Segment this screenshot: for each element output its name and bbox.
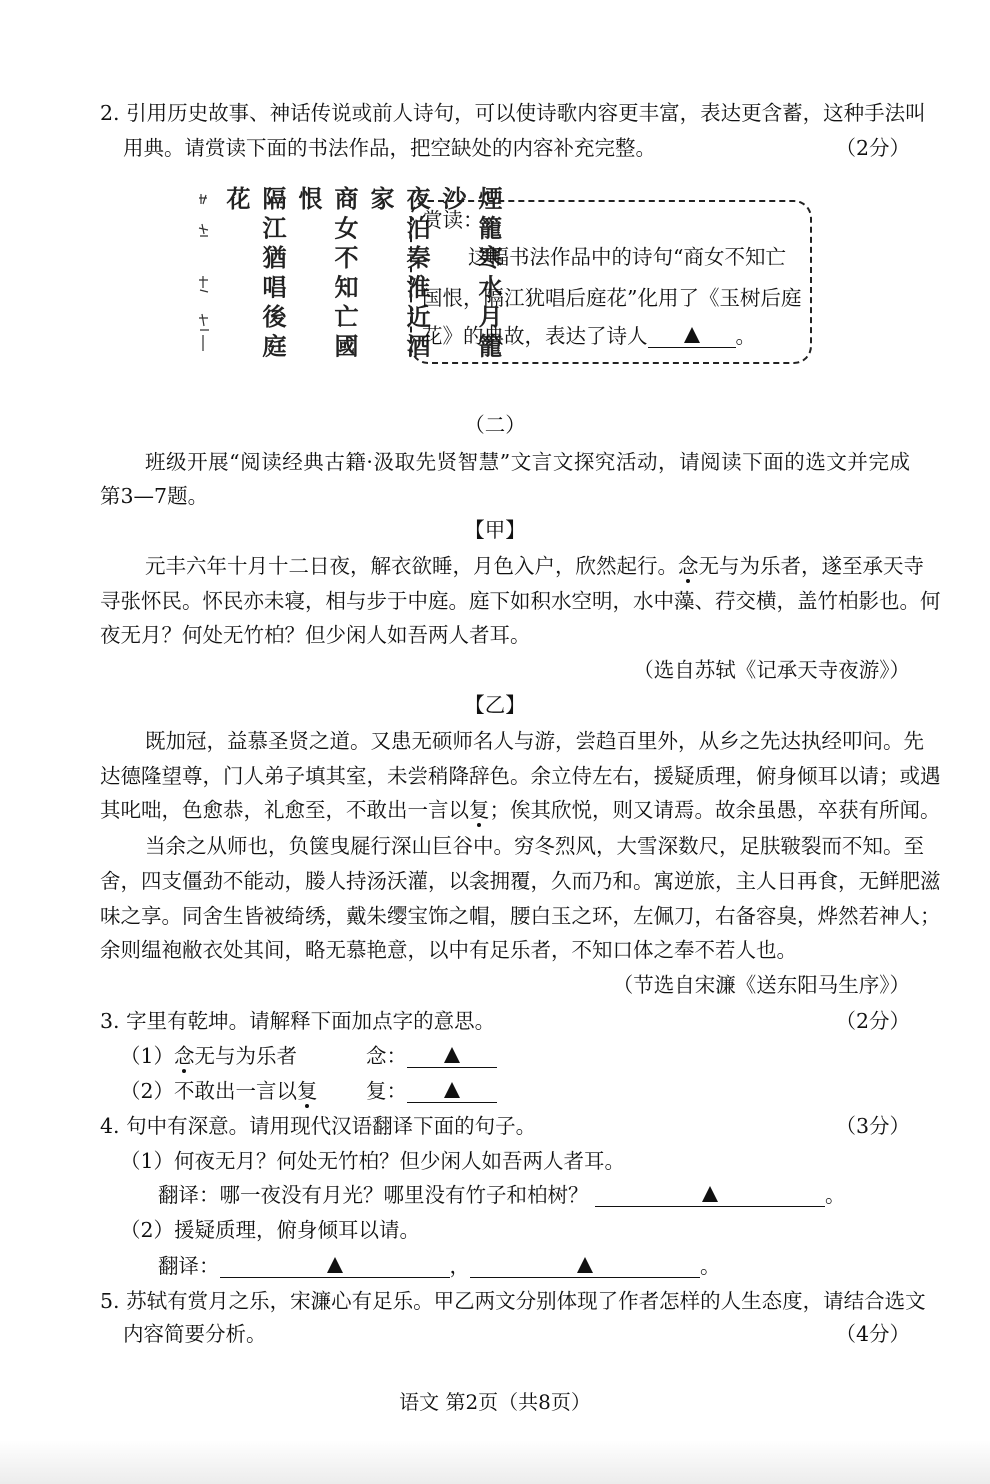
q3-points: （2分） — [835, 1009, 910, 1033]
section-intro-line2: 第3—7题。 — [100, 484, 209, 508]
box-title: 赏读： — [422, 208, 484, 232]
answer-blank[interactable] — [595, 1182, 825, 1207]
answer-blank[interactable] — [407, 1043, 497, 1068]
box-line3 — [422, 322, 756, 350]
q5-stem-line1: 5. 苏轼有赏月之乐，宋濂心有足乐。甲乙两文分别体现了作者怎样的人生态度，请结合选文 — [100, 1289, 926, 1313]
text: 无与为乐者，遂至承天寺 — [698, 554, 924, 578]
q3-item2 — [120, 1077, 318, 1105]
q2-stem-line2: 用典。请赏读下面的书法作品，把空缺处的内容补充完整。 — [123, 136, 656, 160]
answer-blank[interactable] — [470, 1253, 700, 1278]
calligraphy-column: 夜泊秦淮近酒家 — [366, 186, 431, 363]
answer-blank[interactable] — [407, 1078, 497, 1103]
yi-line: 舍，四支僵劲不能动，媵人持汤沃灌，以衾拥覆，久而乃和。寓逆旅，主人日再食，无鲜肥滋 — [100, 869, 941, 893]
q4-translation1 — [158, 1181, 846, 1209]
text: 。 — [825, 1183, 846, 1207]
yi-line: 当余之从师也，负箧曳屣行深山巨谷中。穷冬烈风，大雪深数尺，足肤皲裂而不知。至 — [145, 834, 924, 858]
triangle-icon — [444, 1082, 460, 1098]
dotted-char: 复 — [469, 798, 490, 822]
dotted-char: 复 — [297, 1079, 318, 1103]
yi-line: 既加冠，益慕圣贤之道。又患无硕师名人与游，尝趋百里外，从乡之先达执经叩问。先 — [145, 729, 924, 753]
yi-source: （节选自宋濂《送东阳马生序》） — [612, 973, 910, 997]
q3-stem: 3. 字里有乾坤。请解释下面加点字的意思。 — [100, 1009, 496, 1033]
q2-points: （2分） — [835, 136, 910, 160]
dotted-char: 念 — [678, 554, 699, 578]
passage-yi-heading: 【乙】 — [464, 693, 526, 717]
q4-points: （3分） — [835, 1114, 910, 1138]
calligraphy-column: 隔江猶唱後庭花 — [222, 186, 287, 363]
answer-blank[interactable] — [648, 323, 736, 348]
text: 其叱咄，色愈恭，礼愈至，不敢出一言以 — [100, 798, 469, 822]
q5-points: （4分） — [835, 1322, 910, 1346]
jia-line: 寻张怀民。怀民亦未寝，相与步于中庭。庭下如积水空明，水中藻、荇交横，盖竹柏影也。何 — [100, 589, 941, 613]
box-line1: 这幅书法作品中的诗句“商女不知亡 — [468, 245, 786, 269]
text: 元丰六年十月十二日夜，解衣欲睡，月色入户，欣然起行。 — [145, 554, 678, 578]
page-footer: 语文 第2页（共8页） — [399, 1390, 591, 1414]
triangle-icon — [327, 1257, 343, 1273]
q2-stem-line1: 2. 引用历史故事、神话传说或前人诗句，可以使诗歌内容更丰富，表达更含蓄，这种手法叫 — [100, 101, 926, 125]
q3-answer2 — [366, 1077, 497, 1105]
triangle-icon — [702, 1186, 718, 1202]
yi-line: 余则缊袍敝衣处其间，略无慕艳意，以中有足乐者，不知口体之奉不若人也。 — [100, 938, 797, 962]
text: 。 — [700, 1254, 721, 1278]
q5-stem-line2: 内容简要分析。 — [123, 1322, 267, 1346]
q4-translation2 — [158, 1252, 721, 1280]
passage-jia-heading: 【甲】 — [464, 518, 526, 542]
text: 翻译：哪一夜没有月光？哪里没有竹子和柏树？ — [158, 1183, 589, 1207]
yi-line: 味之享。同舍生皆被绮绣，戴朱缨宝饰之帽，腰白玉之环，左佩刀，右备容臭，烨然若神人； — [100, 904, 941, 928]
box-line2: 国恨，隔江犹唱后庭花”化用了《玉树后庭 — [422, 286, 802, 310]
text: （2）不敢出一言以 — [120, 1079, 298, 1103]
section-heading: （二） — [464, 413, 526, 437]
q4-stem: 4. 句中有深意。请用现代汉语翻译下面的句子。 — [100, 1114, 537, 1138]
label: 复： — [366, 1079, 407, 1103]
q4-item1: （1）何夜无月？何处无竹柏？但少闲人如吾两人者耳。 — [120, 1149, 626, 1173]
box-line3-end: 。 — [735, 324, 756, 348]
text: （1） — [120, 1044, 175, 1068]
label: 念： — [366, 1044, 407, 1068]
yi-line: 达德隆望尊，门人弟子填其室，未尝稍降辞色。余立侍左右，援疑质理，俯身倾耳以请；或遇 — [100, 764, 941, 788]
text: 无与为乐者 — [194, 1044, 298, 1068]
calligraphy-signature — [196, 190, 212, 370]
yi-line — [100, 796, 941, 824]
box-line3-text: 花》的典故，表达了诗人 — [422, 324, 648, 348]
jia-line: 夜无月？何处无竹柏？但少闲人如吾两人者耳。 — [100, 623, 531, 647]
q3-item1 — [120, 1042, 297, 1070]
jia-source: （选自苏轼《记承天寺夜游》） — [633, 658, 910, 682]
triangle-icon — [444, 1047, 460, 1063]
calligraphy-column: 煙籠寒水月籠沙 — [438, 186, 503, 363]
jia-line — [145, 552, 924, 580]
text: ；俟其欣悦，则又请焉。故余虽愚，卒获有所闻。 — [489, 798, 941, 822]
q4-item2: （2）援疑质理，俯身倾耳以请。 — [120, 1218, 421, 1242]
text: ， — [449, 1254, 470, 1278]
q3-answer1 — [366, 1042, 497, 1070]
triangle-icon — [577, 1257, 593, 1273]
triangle-icon — [684, 327, 700, 343]
section-intro-line1: 班级开展“阅读经典古籍·汲取先贤智慧”文言文探究活动，请阅读下面的选文并完成 — [145, 450, 910, 474]
dotted-char: 念 — [174, 1044, 195, 1068]
text: 翻译： — [158, 1254, 220, 1278]
page-edge — [0, 1440, 990, 1484]
calligraphy-column: 商女不知亡國恨 — [294, 186, 359, 363]
answer-blank[interactable] — [220, 1253, 450, 1278]
